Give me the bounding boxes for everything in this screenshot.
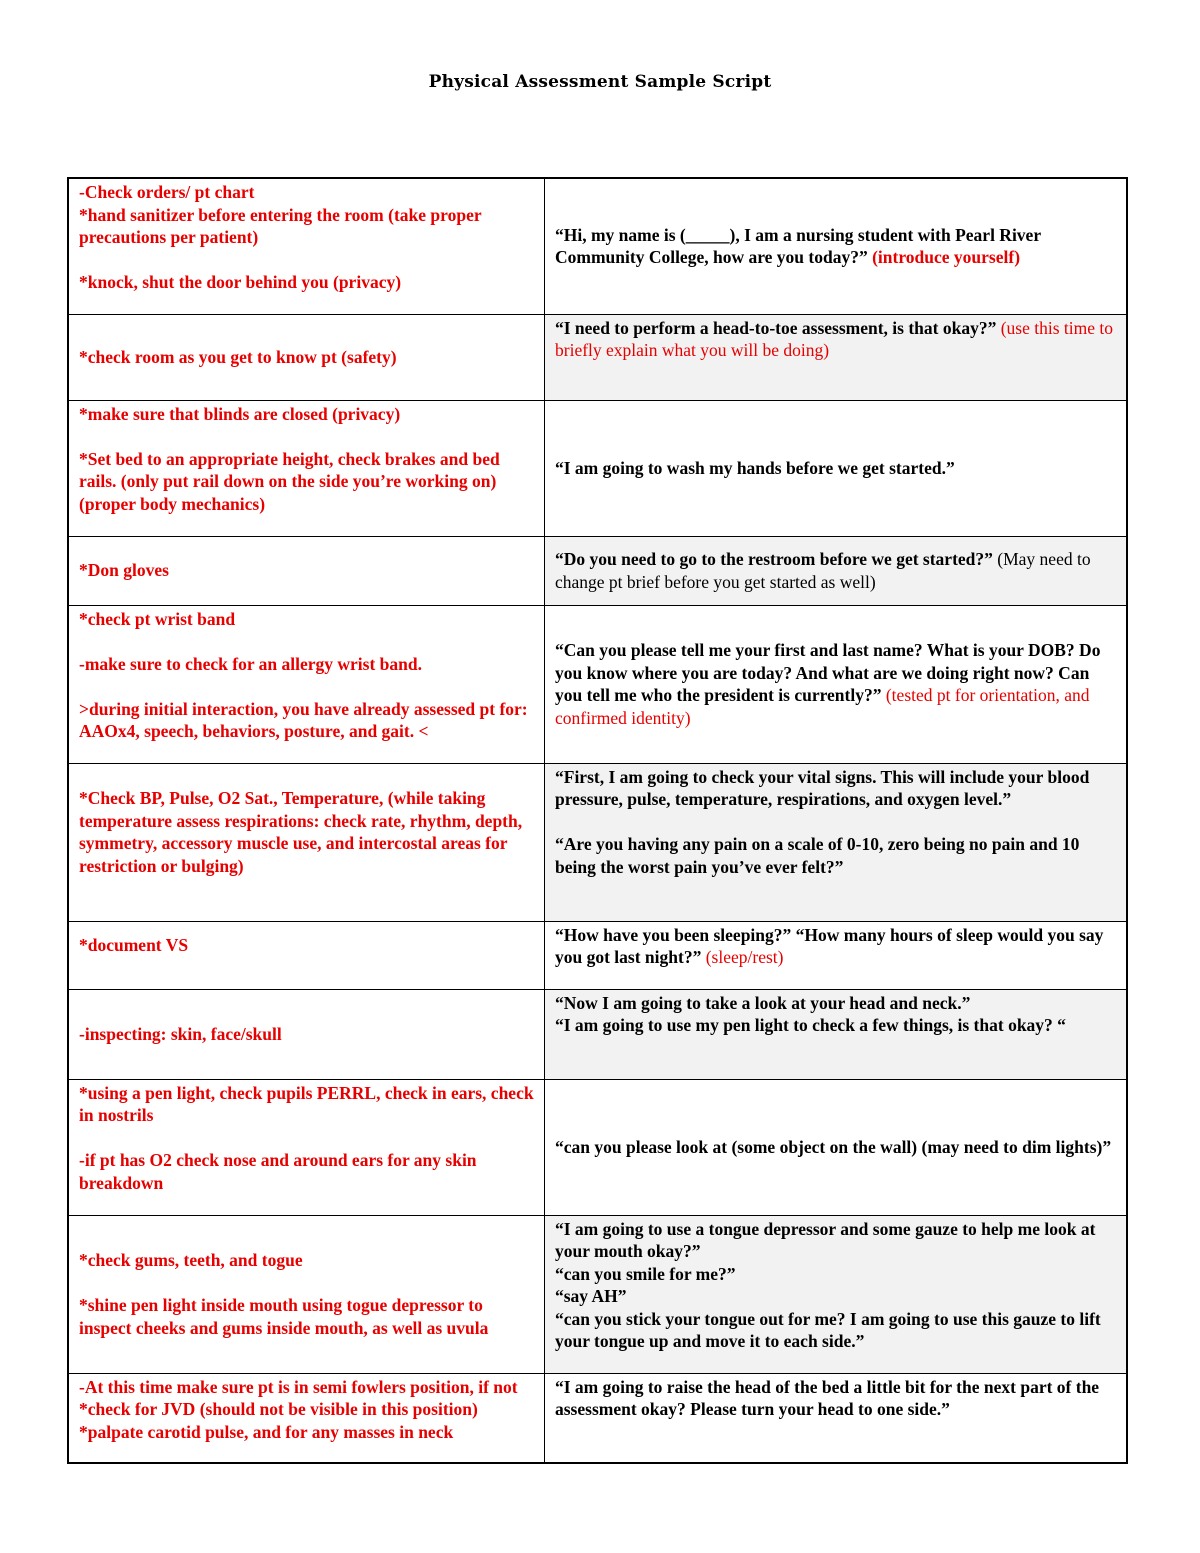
action-line: -Check orders/ pt chart — [79, 182, 255, 202]
table-row — [68, 400, 1127, 536]
action-line: -if pt has O2 check nose and around ears for any skin breakdown — [79, 1150, 477, 1193]
dialogue-quote: “I am going to use a tongue depressor and some gauze to help me look at your mouth okay?” — [555, 1218, 1096, 1261]
table-row — [68, 763, 1127, 921]
table-row — [68, 989, 1127, 1079]
dialogue-quote: “Now I am going to take a look at your head and neck.” — [555, 992, 971, 1013]
dialogue-quote: “Do you need to go to the restroom before we get started?” — [555, 549, 993, 569]
action-line: *check for JVD (should not be visible in this position) — [79, 1399, 478, 1419]
action-line: *check room as you get to know pt (safety) — [79, 346, 397, 367]
action-cell — [68, 1079, 545, 1215]
dialogue-quote: “I am going to raise the head of the bed a little bit for the next part of the assessment okay? Please turn your head to one side.” — [555, 1376, 1100, 1419]
action-cell — [68, 400, 545, 536]
table-row — [68, 1079, 1127, 1215]
dialogue-quote: “can you smile for me?” — [555, 1263, 736, 1284]
dialogue-cell — [545, 400, 1128, 536]
dialogue-note: (May need to change pt brief before you get started as well) — [555, 549, 1091, 592]
dialogue-cell — [545, 605, 1128, 763]
dialogue-quote: “can you stick your tongue out for me? I am going to use this gauze to lift your tongue up and move it to each side.” — [555, 1308, 1101, 1351]
table-row — [68, 605, 1127, 763]
action-line: -inspecting: skin, face/skull — [79, 1023, 282, 1044]
dialogue-quote: “I need to perform a head-to-toe assessment, is that okay?” — [555, 317, 997, 338]
dialogue-quote: “Can you please tell me your first and last name? What is your DOB? Do you know where you are today? And what are we doing right now? Can you tell me who the president is currently?” — [555, 640, 1101, 705]
action-cell — [68, 763, 545, 921]
assessment-script-table — [67, 177, 1128, 1464]
table-row — [68, 1215, 1127, 1373]
action-line: *using a pen light, check pupils PERRL, check in ears, check in nostrils — [79, 1082, 534, 1125]
dialogue-quote: “can you please look at (some object on the wall) (may need to dim lights)” — [555, 1136, 1112, 1157]
table-row — [68, 314, 1127, 400]
action-cell — [68, 605, 545, 763]
dialogue-note: (tested pt for orientation, and confirmed identity) — [555, 685, 1090, 728]
dialogue-note: (use this time to briefly explain what you will be doing) — [555, 317, 1114, 360]
dialogue-quote: “First, I am going to check your vital signs. This will include your blood pressure, pulse, temperature, respirations, and oxygen level.” — [555, 766, 1090, 809]
dialogue-quote: “I am going to use my pen light to check a few things, is that okay? “ — [555, 1015, 1066, 1035]
dialogue-cell — [545, 1079, 1128, 1215]
dialogue-note: (sleep/rest) — [701, 947, 784, 967]
dialogue-quote: “Hi, my name is (_____), I am a nursing student with Pearl River Community College, how are you today?” — [555, 224, 1041, 268]
action-line: *check gums, teeth, and togue — [79, 1250, 303, 1270]
action-cell — [68, 989, 545, 1079]
page-title: Physical Assessment Sample Script — [428, 72, 772, 92]
table-row — [68, 1373, 1127, 1463]
dialogue-quote: “Are you having any pain on a scale of 0-10, zero being no pain and 10 being the worst pain you’ve ever felt?” — [555, 834, 1080, 877]
dialogue-quote: “say AH” — [555, 1286, 627, 1306]
action-line: *palpate carotid pulse, and for any masses in neck — [79, 1421, 454, 1442]
action-line: *Check BP, Pulse, O2 Sat., Temperature, (while taking temperature assess respirations: check rate, rhythm, depth, symmetry, accessory muscle use, and intercostal areas for restriction or bulging) — [79, 788, 523, 876]
action-line: -make sure to check for an allergy wrist band. — [79, 653, 423, 674]
table-row — [68, 921, 1127, 989]
dialogue-cell — [545, 314, 1128, 400]
dialogue-cell — [545, 1373, 1128, 1463]
dialogue-quote: “I am going to wash my hands before we get started.” — [555, 457, 955, 478]
dialogue-cell — [545, 178, 1128, 314]
dialogue-cell — [545, 1215, 1128, 1373]
action-cell — [68, 178, 545, 314]
action-line: *Set bed to an appropriate height, check brakes and bed rails. (only put rail down on the side you’re working on) (proper body mechanics) — [79, 448, 500, 514]
action-line: *Don gloves — [79, 560, 169, 581]
action-cell — [68, 1373, 545, 1463]
dialogue-cell — [545, 536, 1128, 605]
table-row — [68, 178, 1127, 314]
dialogue-cell — [545, 921, 1128, 989]
action-line: *shine pen light inside mouth using togue depressor to inspect cheeks and gums inside mouth, as well as uvula — [79, 1295, 489, 1338]
action-line: *check pt wrist band — [79, 608, 236, 629]
action-line: -At this time make sure pt is in semi fowlers position, if not — [79, 1376, 518, 1397]
dialogue-cell — [545, 763, 1128, 921]
action-line: *make sure that blinds are closed (privacy) — [79, 403, 401, 424]
action-cell — [68, 1215, 545, 1373]
action-line: *hand sanitizer before entering the room (take proper precautions per patient) — [79, 204, 482, 247]
action-line: >during initial interaction, you have already assessed pt for: AAOx4, speech, behaviors, posture, and gait. < — [79, 698, 528, 741]
dialogue-quote: “How have you been sleeping?” “How many hours of sleep would you say you got last night?” — [555, 924, 1104, 967]
action-cell — [68, 921, 545, 989]
dialogue-cell — [545, 989, 1128, 1079]
action-cell — [68, 314, 545, 400]
action-line: *document VS — [79, 934, 189, 955]
table-row — [68, 536, 1127, 605]
dialogue-note: (introduce yourself) — [867, 247, 1021, 268]
action-cell — [68, 536, 545, 605]
action-line: *knock, shut the door behind you (privacy) — [79, 272, 402, 292]
